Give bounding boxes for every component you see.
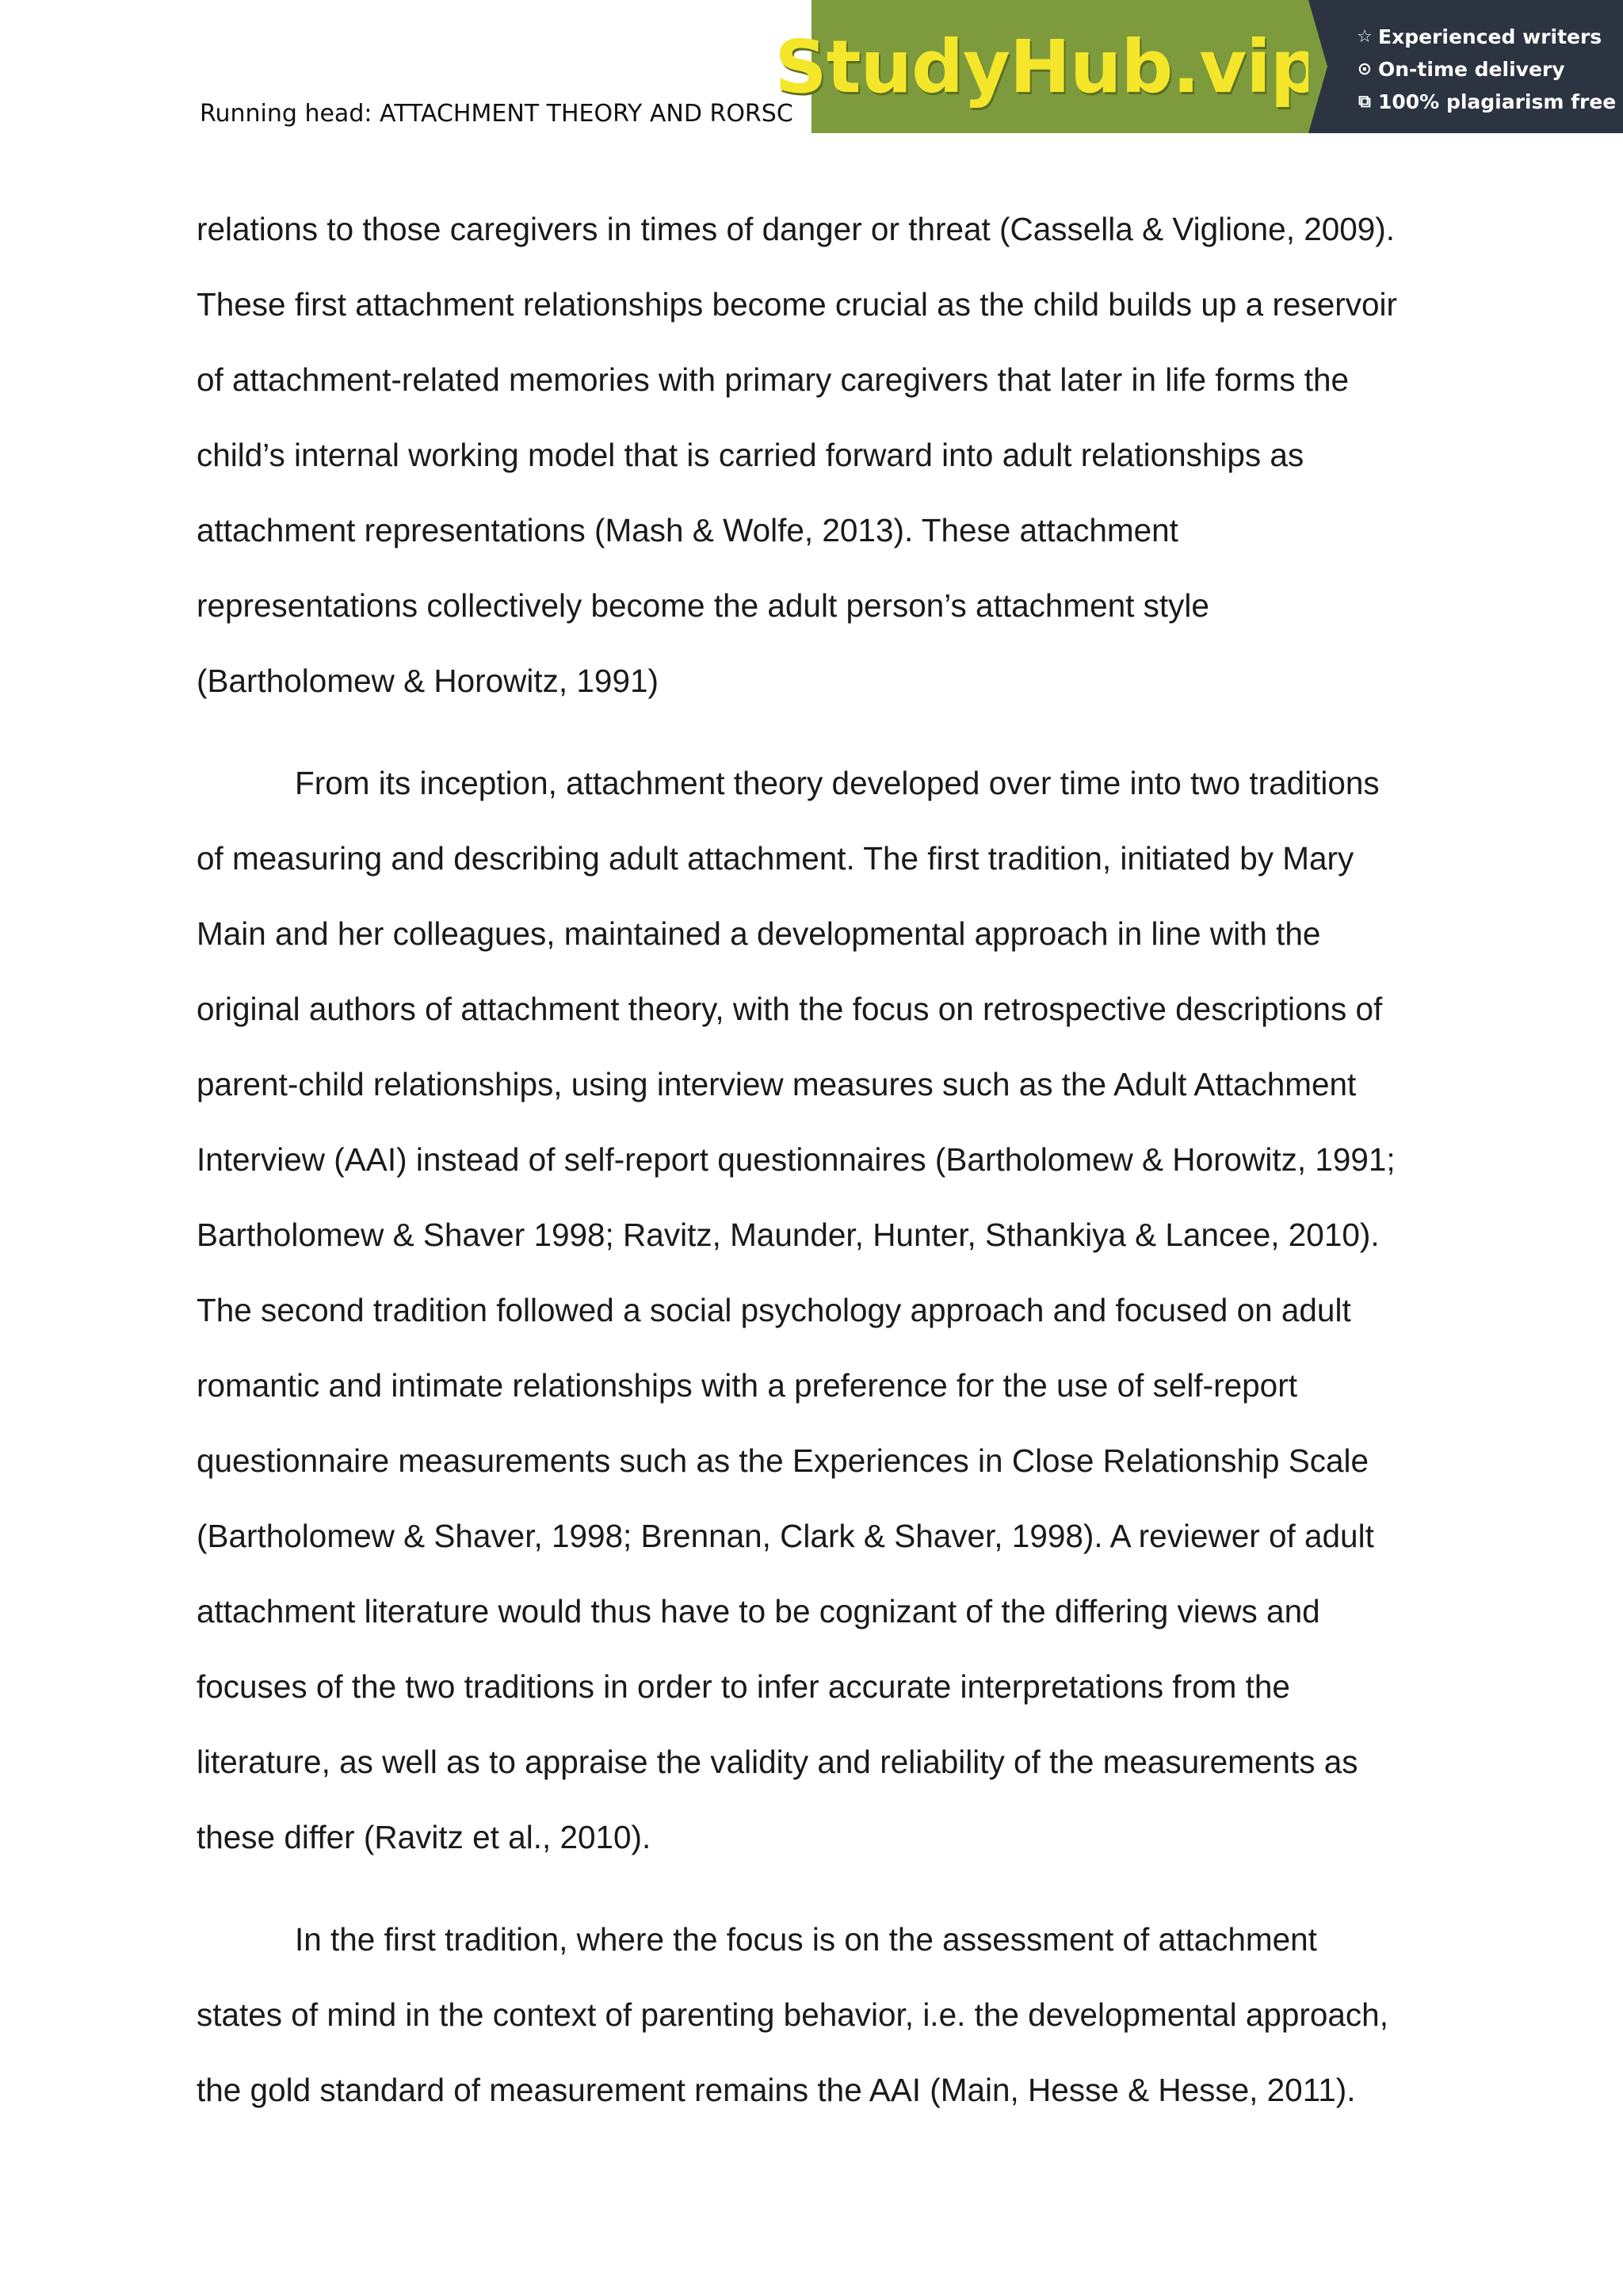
- text-line: attachment representations (Mash & Wolfe, 2013). These attachment: [197, 512, 1178, 548]
- feature-label: 100% plagiarism free: [1378, 90, 1617, 113]
- feature-plagiarism-free: [1354, 86, 1623, 118]
- text-line: states of mind in the context of parenting behavior, i.e. the developmental approach,: [197, 1996, 1388, 2033]
- text-line: relations to those caregivers in times of danger or threat (Cassella & Viglione, 2009).: [197, 211, 1396, 247]
- paragraph-1: [197, 192, 1433, 719]
- feature-list: [1308, 0, 1623, 133]
- text-line: original authors of attachment theory, with the focus on retrospective descriptions of: [197, 991, 1383, 1027]
- text-line: questionnaire measurements such as the Experiences in Close Relationship Scale: [197, 1442, 1369, 1479]
- document-body: [197, 192, 1433, 2128]
- text-line: representations collectively become the adult person’s attachment style: [197, 587, 1209, 624]
- text-line: attachment literature would thus have to be cognizant of the differing views and: [197, 1593, 1320, 1629]
- text-line: These first attachment relationships become crucial as the child builds up a reservoir: [197, 286, 1397, 323]
- text-line: child’s internal working model that is carried forward into adult relationships as: [197, 437, 1304, 473]
- text-line: Bartholomew & Shaver 1998; Ravitz, Maunder, Hunter, Sthankiya & Lancee, 2010).: [197, 1217, 1380, 1253]
- text-line: The second tradition followed a social psychology approach and focused on adult: [197, 1292, 1351, 1328]
- paragraph-2: [197, 746, 1433, 1875]
- text-line: literature, as well as to appraise the validity and reliability of the measurements as: [197, 1744, 1358, 1780]
- paragraph-gap: [197, 719, 1433, 746]
- text-line: focuses of the two traditions in order to infer accurate interpretations from the: [197, 1668, 1290, 1705]
- star-icon: ☆: [1357, 27, 1373, 47]
- paragraph-3: [197, 1902, 1433, 2128]
- text-line: of measuring and describing adult attachment. The first tradition, initiated by Mary: [197, 840, 1354, 877]
- copy-icon: ⧉: [1358, 92, 1371, 112]
- feature-label: On-time delivery: [1378, 58, 1565, 81]
- studyhub-banner[interactable]: [774, 0, 1623, 133]
- text-line: Interview (AAI) instead of self-report questionnaires (Bartholomew & Horowitz, 1991;: [197, 1141, 1396, 1178]
- text-line: Main and her colleagues, maintained a developmental approach in line with the: [197, 915, 1321, 952]
- text-line: (Bartholomew & Horowitz, 1991): [197, 663, 659, 699]
- text-line: From its inception, attachment theory developed over time into two traditions: [295, 765, 1380, 801]
- brand-name: StudyHub.vip: [774, 24, 1322, 109]
- feature-label: Experienced writers: [1378, 25, 1602, 48]
- text-line: romantic and intimate relationships with a preference for the use of self-report: [197, 1367, 1297, 1404]
- text-line: In the first tradition, where the focus is on the assessment of attachment: [295, 1921, 1317, 1958]
- text-line: (Bartholomew & Shaver, 1998; Brennan, Clark & Shaver, 1998). A reviewer of adult: [197, 1518, 1374, 1554]
- text-line: the gold standard of measurement remains the AAI (Main, Hesse & Hesse, 2011).: [197, 2072, 1356, 2108]
- feature-on-time-delivery: [1354, 53, 1623, 86]
- text-line: these differ (Ravitz et al., 2010).: [197, 1819, 651, 1855]
- brand-logo[interactable]: [774, 0, 1322, 133]
- text-line: of attachment-related memories with primary caregivers that later in life forms the: [197, 361, 1350, 398]
- feature-experienced-writers: [1354, 21, 1623, 53]
- clock-icon: ⊙: [1357, 59, 1373, 79]
- text-line: parent-child relationships, using interview measures such as the Adult Attachment: [197, 1066, 1357, 1102]
- paragraph-gap: [197, 1875, 1433, 1902]
- running-head: Running head: ATTACHMENT THEORY AND RORSC: [200, 100, 793, 128]
